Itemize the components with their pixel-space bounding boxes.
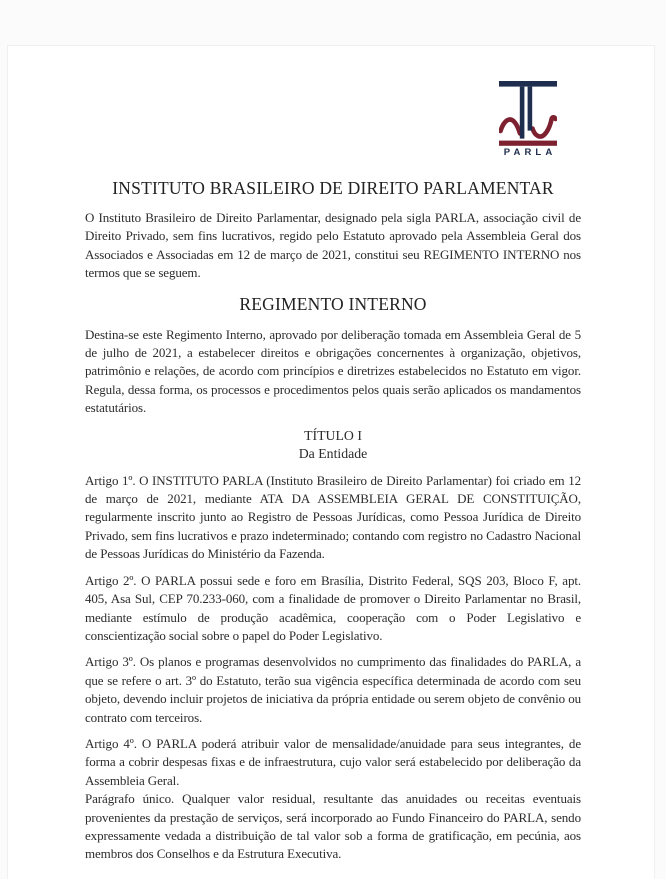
logo-column-right bbox=[528, 87, 533, 131]
parla-logo-icon bbox=[499, 81, 557, 146]
document-content bbox=[8, 81, 654, 864]
document-page bbox=[7, 45, 655, 879]
document-title: INSTITUTO BRASILEIRO DE DIREITO PARLAMENTAR bbox=[112, 178, 554, 198]
article-paragraph-3: Artigo 3º. Os planos e programas desenvolvidos no cumprimento das finalidades do PARLA, a que se refere o art. 3º do Estatuto, terão sua vigência específica determinada de acordo com seu objeto, devendo incluir projetos de iniciativa da própria entidade ou serem objeto de convênio ou contrato com terceiros. bbox=[85, 654, 581, 725]
titulo-subheading: Da Entidade bbox=[298, 445, 368, 461]
preamble-paragraph: Destina-se este Regimento Interno, aprovado por deliberação tomada em Assembleia Geral de 5 de julho de 2021, a estabelecer direitos e obrigações concernentes à organização, objetivos, patrimônio e relações, de acordo com princípios e diretrizes estabelecidos no Estatuto em vigor. Regula, dessa forma, os processos e procedimentos pelos quais serão aplicados os mandamentos estatutários. bbox=[85, 326, 581, 416]
brand-logo bbox=[85, 81, 557, 157]
titulo-heading: TÍTULO I bbox=[304, 427, 362, 443]
section-heading: REGIMENTO INTERNO bbox=[239, 293, 427, 314]
article-paragraph-1: Artigo 1º. O INSTITUTO PARLA (Instituto Brasileiro de Direito Parlamentar) foi criado em 12 de março de 2021, mediante ATA DA ASSEMBLEIA GERAL DE CONSTITUIÇÃO, regularmente inscrito junto ao Registro de Pessoas Jurídicas, como Pessoa Jurídica de Direito Privado, sem fins lucrativos e prazo indeterminado; contando com registro no Cadastro Nacional de Pessoas Jurídicas do Ministério da Fazenda. bbox=[85, 472, 581, 562]
logo-wordmark: PARLA bbox=[503, 147, 557, 158]
paragrafo-unico: Parágrafo único. Qualquer valor residual, resultante das anuidades ou receitas eventuais provenientes da prestação de serviços, será incorporado ao Fundo Financeiro do PARLA, sendo expressamente vedada a distribuição de tal valor sob a forma de gratificação, em pecúnia, aos membros dos Conselhos e da Estrutura Executiva. bbox=[85, 791, 581, 862]
article-paragraph-2: Artigo 2º. O PARLA possui sede e foro em Brasília, Distrito Federal, SQS 203, Bloco F, apt. 405, Asa Sul, CEP 70.233-060, com a finalidade de promover o Direito Parlamentar no Brasil, mediante estímulo de produção acadêmica, cooperação com o Poder Legislativo e conscientização social sobre o papel do Poder Legislativo. bbox=[85, 572, 581, 643]
logo-column-left bbox=[520, 87, 525, 139]
logo-base-bar bbox=[499, 141, 557, 146]
article-paragraph-4: Artigo 4º. O PARLA poderá atribuir valor de mensalidade/anuidade para seus integrantes, de forma a cobrir despesas fixas e de infraestrutura, cujo valor será estabelecido por deliberação da Assembleia Geral. bbox=[85, 735, 581, 788]
parla-logo bbox=[499, 81, 557, 157]
logo-top-bar bbox=[499, 81, 557, 87]
intro-paragraph: O Instituto Brasileiro de Direito Parlamentar, designado pela sigla PARLA, associação civil de Direito Privado, sem fins lucrativos, regido pelo Estatuto aprovado pela Assembleia Geral dos Associados e Associadas em 12 de março de 2021, constitui seu REGIMENTO INTERNO nos termos que se seguem. bbox=[85, 210, 581, 281]
